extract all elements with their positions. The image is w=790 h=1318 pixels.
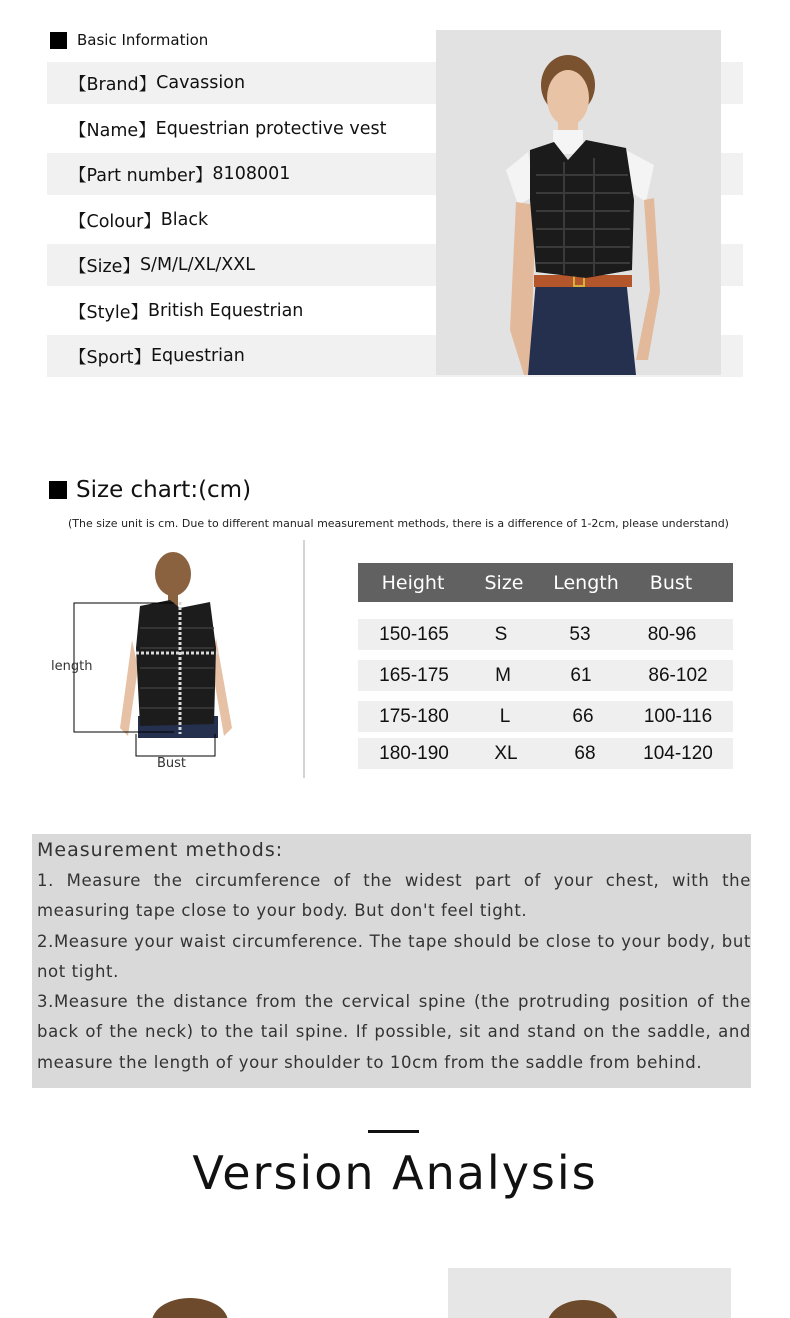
table-cell: 104-120 xyxy=(643,742,713,764)
table-cell: 180-190 xyxy=(379,742,449,764)
table-row xyxy=(358,660,733,691)
square-bullet-icon xyxy=(50,32,67,49)
model-photo-right xyxy=(448,1268,731,1318)
info-value: Equestrian protective vest xyxy=(155,119,387,139)
table-cell: 66 xyxy=(572,705,594,727)
table-cell: L xyxy=(499,705,511,727)
bust-label: Bust xyxy=(157,756,187,771)
column-header-length: Length xyxy=(553,571,619,594)
model-wearing-vest-illustration xyxy=(436,30,721,375)
table-cell: 175-180 xyxy=(379,705,449,727)
table-row xyxy=(358,738,733,769)
size-chart-heading xyxy=(49,477,251,503)
table-cell: 68 xyxy=(574,742,596,764)
measurement-step-2: 2.Measure your waist circumference. The tape should be close to your body, but not tight. xyxy=(37,931,751,981)
measurement-figure xyxy=(40,548,260,778)
table-cell: 165-175 xyxy=(379,664,449,686)
table-row xyxy=(358,701,733,732)
measurement-step-3: 3.Measure the distance from the cervical spine (the protruding position of the back of the neck) to the tail spine. If possible, sit and stand on the saddle, and measure the length of your shoulder to 10cm from the saddle from behind. xyxy=(37,992,751,1072)
column-header-size: Size xyxy=(484,571,524,594)
info-label: 【Size】 xyxy=(69,256,140,277)
info-label: 【Name】 xyxy=(69,120,156,141)
info-value: British Equestrian xyxy=(147,301,304,321)
version-analysis-title: Version Analysis xyxy=(192,1146,598,1200)
info-label: 【Colour】 xyxy=(69,211,161,232)
size-chart-note: (The size unit is cm. Due to different manual measurement methods, there is a difference of 1-2cm, please understand) xyxy=(68,517,729,530)
info-label: 【Part number】 xyxy=(69,165,213,186)
info-label: 【Style】 xyxy=(69,302,148,323)
table-cell: S xyxy=(494,623,508,645)
size-table-header xyxy=(358,563,733,602)
info-value: S/M/L/XL/XXL xyxy=(139,255,255,275)
basic-info-heading xyxy=(50,30,208,50)
info-label: 【Brand】 xyxy=(69,74,157,95)
info-label: 【Sport】 xyxy=(69,347,151,368)
table-cell: XL xyxy=(494,742,518,764)
table-cell: 53 xyxy=(569,623,591,645)
info-value: Cavassion xyxy=(156,73,246,93)
column-header-bust: Bust xyxy=(649,571,693,594)
table-cell: M xyxy=(495,664,511,686)
info-value: 8108001 xyxy=(212,164,291,184)
product-photo xyxy=(436,30,721,375)
table-cell: 80-96 xyxy=(647,623,697,645)
model-head-illustration xyxy=(448,1268,731,1318)
column-header-height: Height xyxy=(381,571,445,594)
table-cell: 100-116 xyxy=(643,705,713,727)
section-rule xyxy=(368,1130,419,1133)
square-bullet-icon xyxy=(49,481,67,499)
table-cell: 86-102 xyxy=(648,664,708,686)
info-value: Equestrian xyxy=(150,346,245,366)
size-chart-heading-text: Size chart:(cm) xyxy=(76,477,252,503)
basic-info-heading-text: Basic Information xyxy=(77,31,209,49)
measurement-methods-title: Measurement methods: xyxy=(37,839,284,861)
vertical-divider xyxy=(303,540,305,778)
model-head-photo-left xyxy=(150,1296,230,1318)
info-value: Black xyxy=(160,210,209,230)
length-label: length xyxy=(51,659,93,674)
measurement-step-1: 1. Measure the circumference of the widest part of your chest, with the measuring tape close to your body. But don't feel tight. xyxy=(37,871,751,921)
table-row xyxy=(358,619,733,650)
measurement-methods-box xyxy=(32,834,751,1088)
table-cell: 150-165 xyxy=(379,623,449,645)
table-cell: 61 xyxy=(570,664,592,686)
